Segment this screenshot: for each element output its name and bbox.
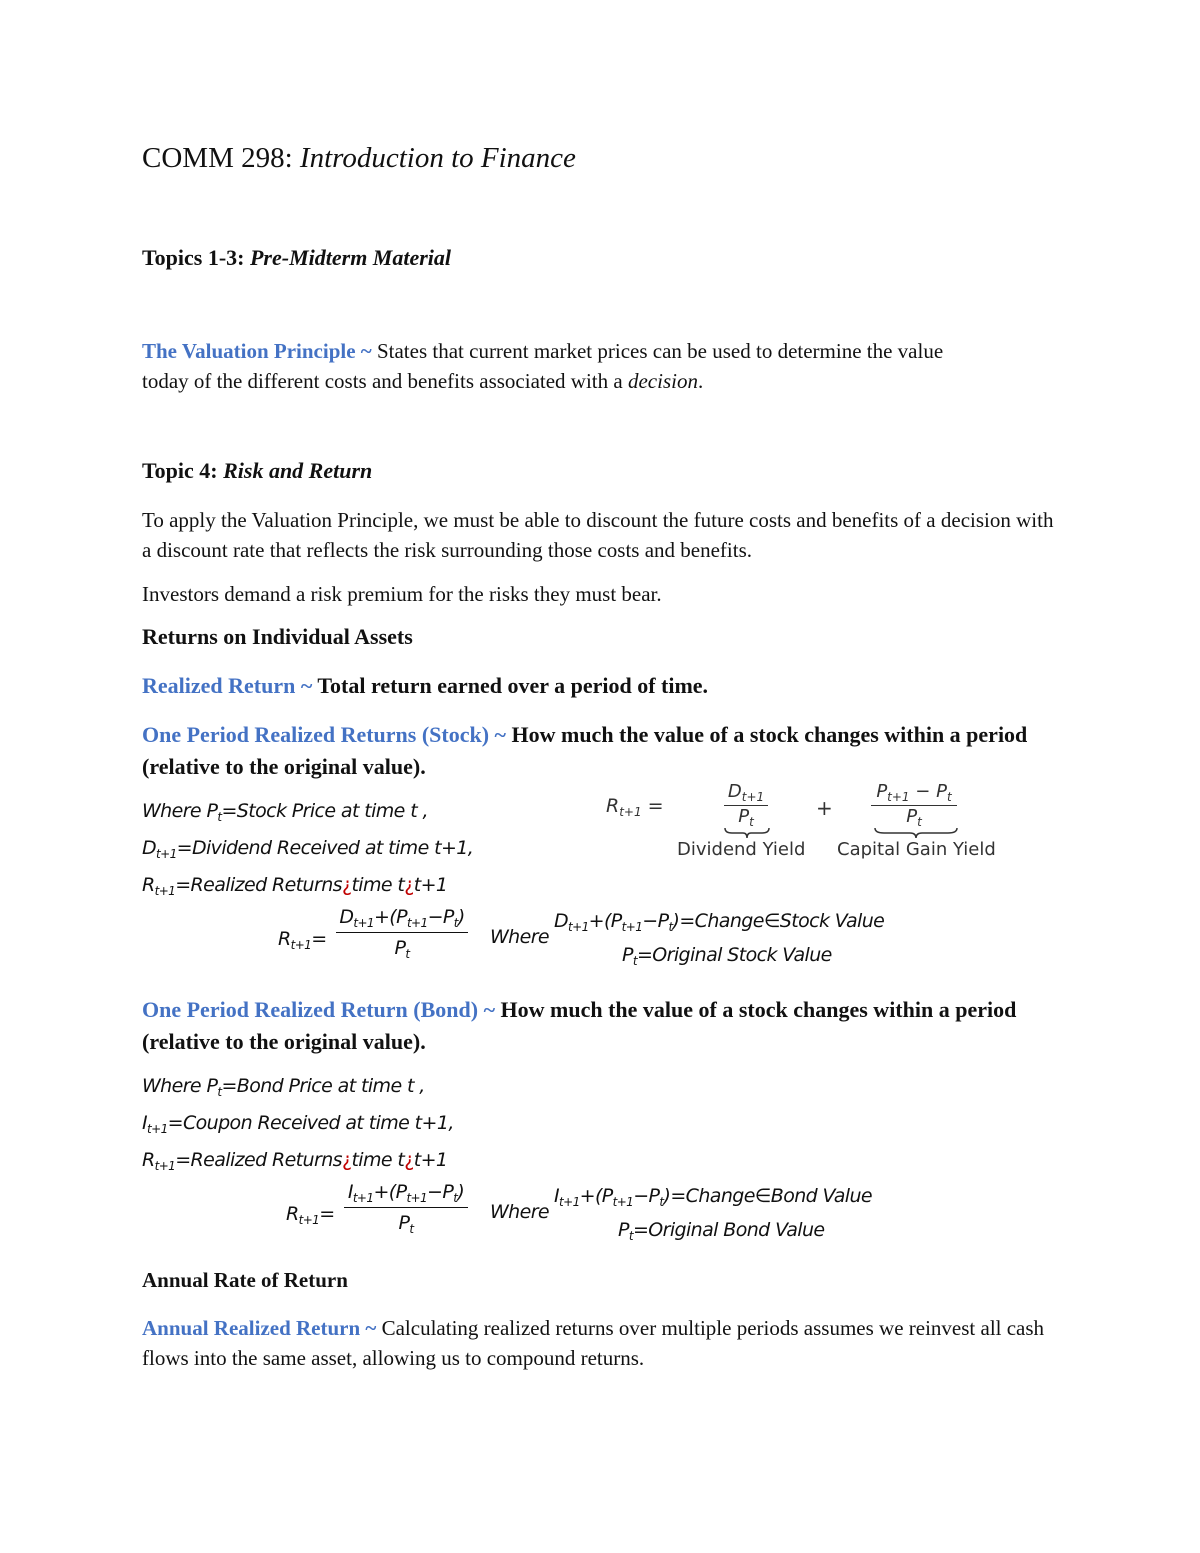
bond-return-paragraph — [142, 994, 1062, 1058]
dividend-brace — [724, 827, 770, 839]
annual-realized-term: Annual Realized Return ~ — [142, 1316, 377, 1340]
stock-return-paragraph — [142, 719, 1062, 783]
course-name: Introduction to Finance — [299, 142, 576, 174]
stock-where-line-3: $R_{t+1}=Realized$ Returns¿time t¿t+1 — [142, 874, 448, 898]
topic-4-paragraph-1: To apply the Valuation Principle, we must be able to discount the future costs and benefits of a decision with a discount rate that reflects the risk surrounding those costs and benefits. — [142, 508, 1054, 562]
decomp-plus: + — [816, 796, 833, 820]
topics-1-3-subtitle: Pre-Midterm Material — [249, 245, 452, 270]
decomp-dividend-fraction: $D_{t+1}$ $P_t$ — [724, 781, 768, 829]
topics-1-3-heading — [142, 245, 451, 271]
valuation-principle-term: The Valuation Principle ~ — [142, 339, 372, 363]
topic-4-paragraph-2: Investors demand a risk premium for the risks they must bear. — [142, 582, 662, 606]
document-title — [142, 142, 576, 175]
bond-formula-lhs: $R_{t+1}=$ — [286, 1203, 335, 1227]
returns-individual-heading: Returns on Individual Assets — [142, 624, 413, 649]
topic-4-subtitle: Risk and Return — [223, 458, 373, 483]
annual-realized-paragraph — [142, 1313, 1062, 1373]
capital-gain-yield-label: Capital Gain Yield — [837, 839, 996, 860]
topic-4-heading — [142, 458, 372, 484]
bond-where-line-3: $R_{t+1}=Realized$ Returns¿time t¿t+1 — [142, 1149, 448, 1173]
valuation-principle-text-1: States that current market prices can be used to determine the value — [376, 339, 944, 363]
stock-formula-def-2: $P_t=Original$ Stock Value — [622, 944, 832, 968]
annual-realized-def: Calculating realized returns over multiple periods assumes we reinvest all cash flows into the same asset, allowing us to compound returns. — [142, 1316, 1045, 1370]
topics-1-3-label: Topics 1-3: — [142, 245, 245, 270]
bond-formula-fraction: $I_{t+1}+(P_{t+1}-P_t)$ $P_t$ — [344, 1181, 468, 1236]
stock-where-line-2: $D_{t+1}=Dividend$ Received at time t+1, — [142, 837, 474, 861]
decomp-lhs: $R_{t+1}$ = — [606, 795, 664, 819]
bond-formula-def-2: $P_t=Original$ Bond Value — [618, 1219, 825, 1243]
decomp-capital-fraction: $P_{t+1} - P_t$ $P_t$ — [871, 781, 957, 829]
bond-formula-def-1: $I_{t+1}+(P_{t+1}-P_t)=Change\in Bond$ Value — [554, 1185, 872, 1209]
annual-heading: Annual Rate of Return — [142, 1268, 348, 1292]
valuation-principle-italic: decision — [627, 369, 698, 393]
bond-where-line-2: $I_{t+1}=Coupon$ Received at time t+1, — [142, 1112, 454, 1136]
stock-where-line-1: Where $P_t=Stock$ Price at time t , — [142, 800, 428, 824]
valuation-principle-end: . — [697, 369, 704, 393]
stock-formula-def-1: $D_{t+1}+(P_{t+1}-P_t)=Change\in Stock$ Value — [554, 910, 885, 934]
valuation-principle-paragraph — [142, 336, 1062, 396]
stock-formula-lhs: $R_{t+1}=$ — [278, 928, 327, 952]
stock-return-def: How much the value of a stock changes within a period (relative to the original value). — [142, 722, 1028, 779]
bond-where-line-1: Where $P_t=Bond$ Price at time t , — [142, 1075, 425, 1099]
realized-return-line — [142, 673, 708, 699]
bond-return-def: How much the value of a stock changes within a period (relative to the original value). — [142, 997, 1017, 1054]
realized-return-term: Realized Return ~ — [142, 673, 313, 698]
bond-formula-where: Where — [490, 1201, 550, 1223]
return-decomposition-equation — [606, 781, 1026, 870]
stock-where-list — [142, 796, 473, 907]
stock-formula-fraction: $D_{t+1}+(P_{t+1}-P_t)$ $P_t$ — [336, 906, 468, 961]
course-code: COMM 298: — [142, 142, 293, 174]
stock-return-term: One Period Realized Returns (Stock) ~ — [142, 722, 506, 747]
realized-return-def: Total return earned over a period of time. — [317, 673, 709, 698]
valuation-principle-text-2: today of the different costs and benefits associated with a — [142, 369, 623, 393]
bond-where-list — [142, 1071, 454, 1182]
bond-return-term: One Period Realized Return (Bond) ~ — [142, 997, 496, 1022]
dividend-yield-label: Dividend Yield — [677, 839, 806, 860]
topic-4-label: Topic 4: — [142, 458, 218, 483]
stock-formula-where: Where — [490, 926, 550, 948]
capital-gain-brace — [874, 827, 958, 839]
